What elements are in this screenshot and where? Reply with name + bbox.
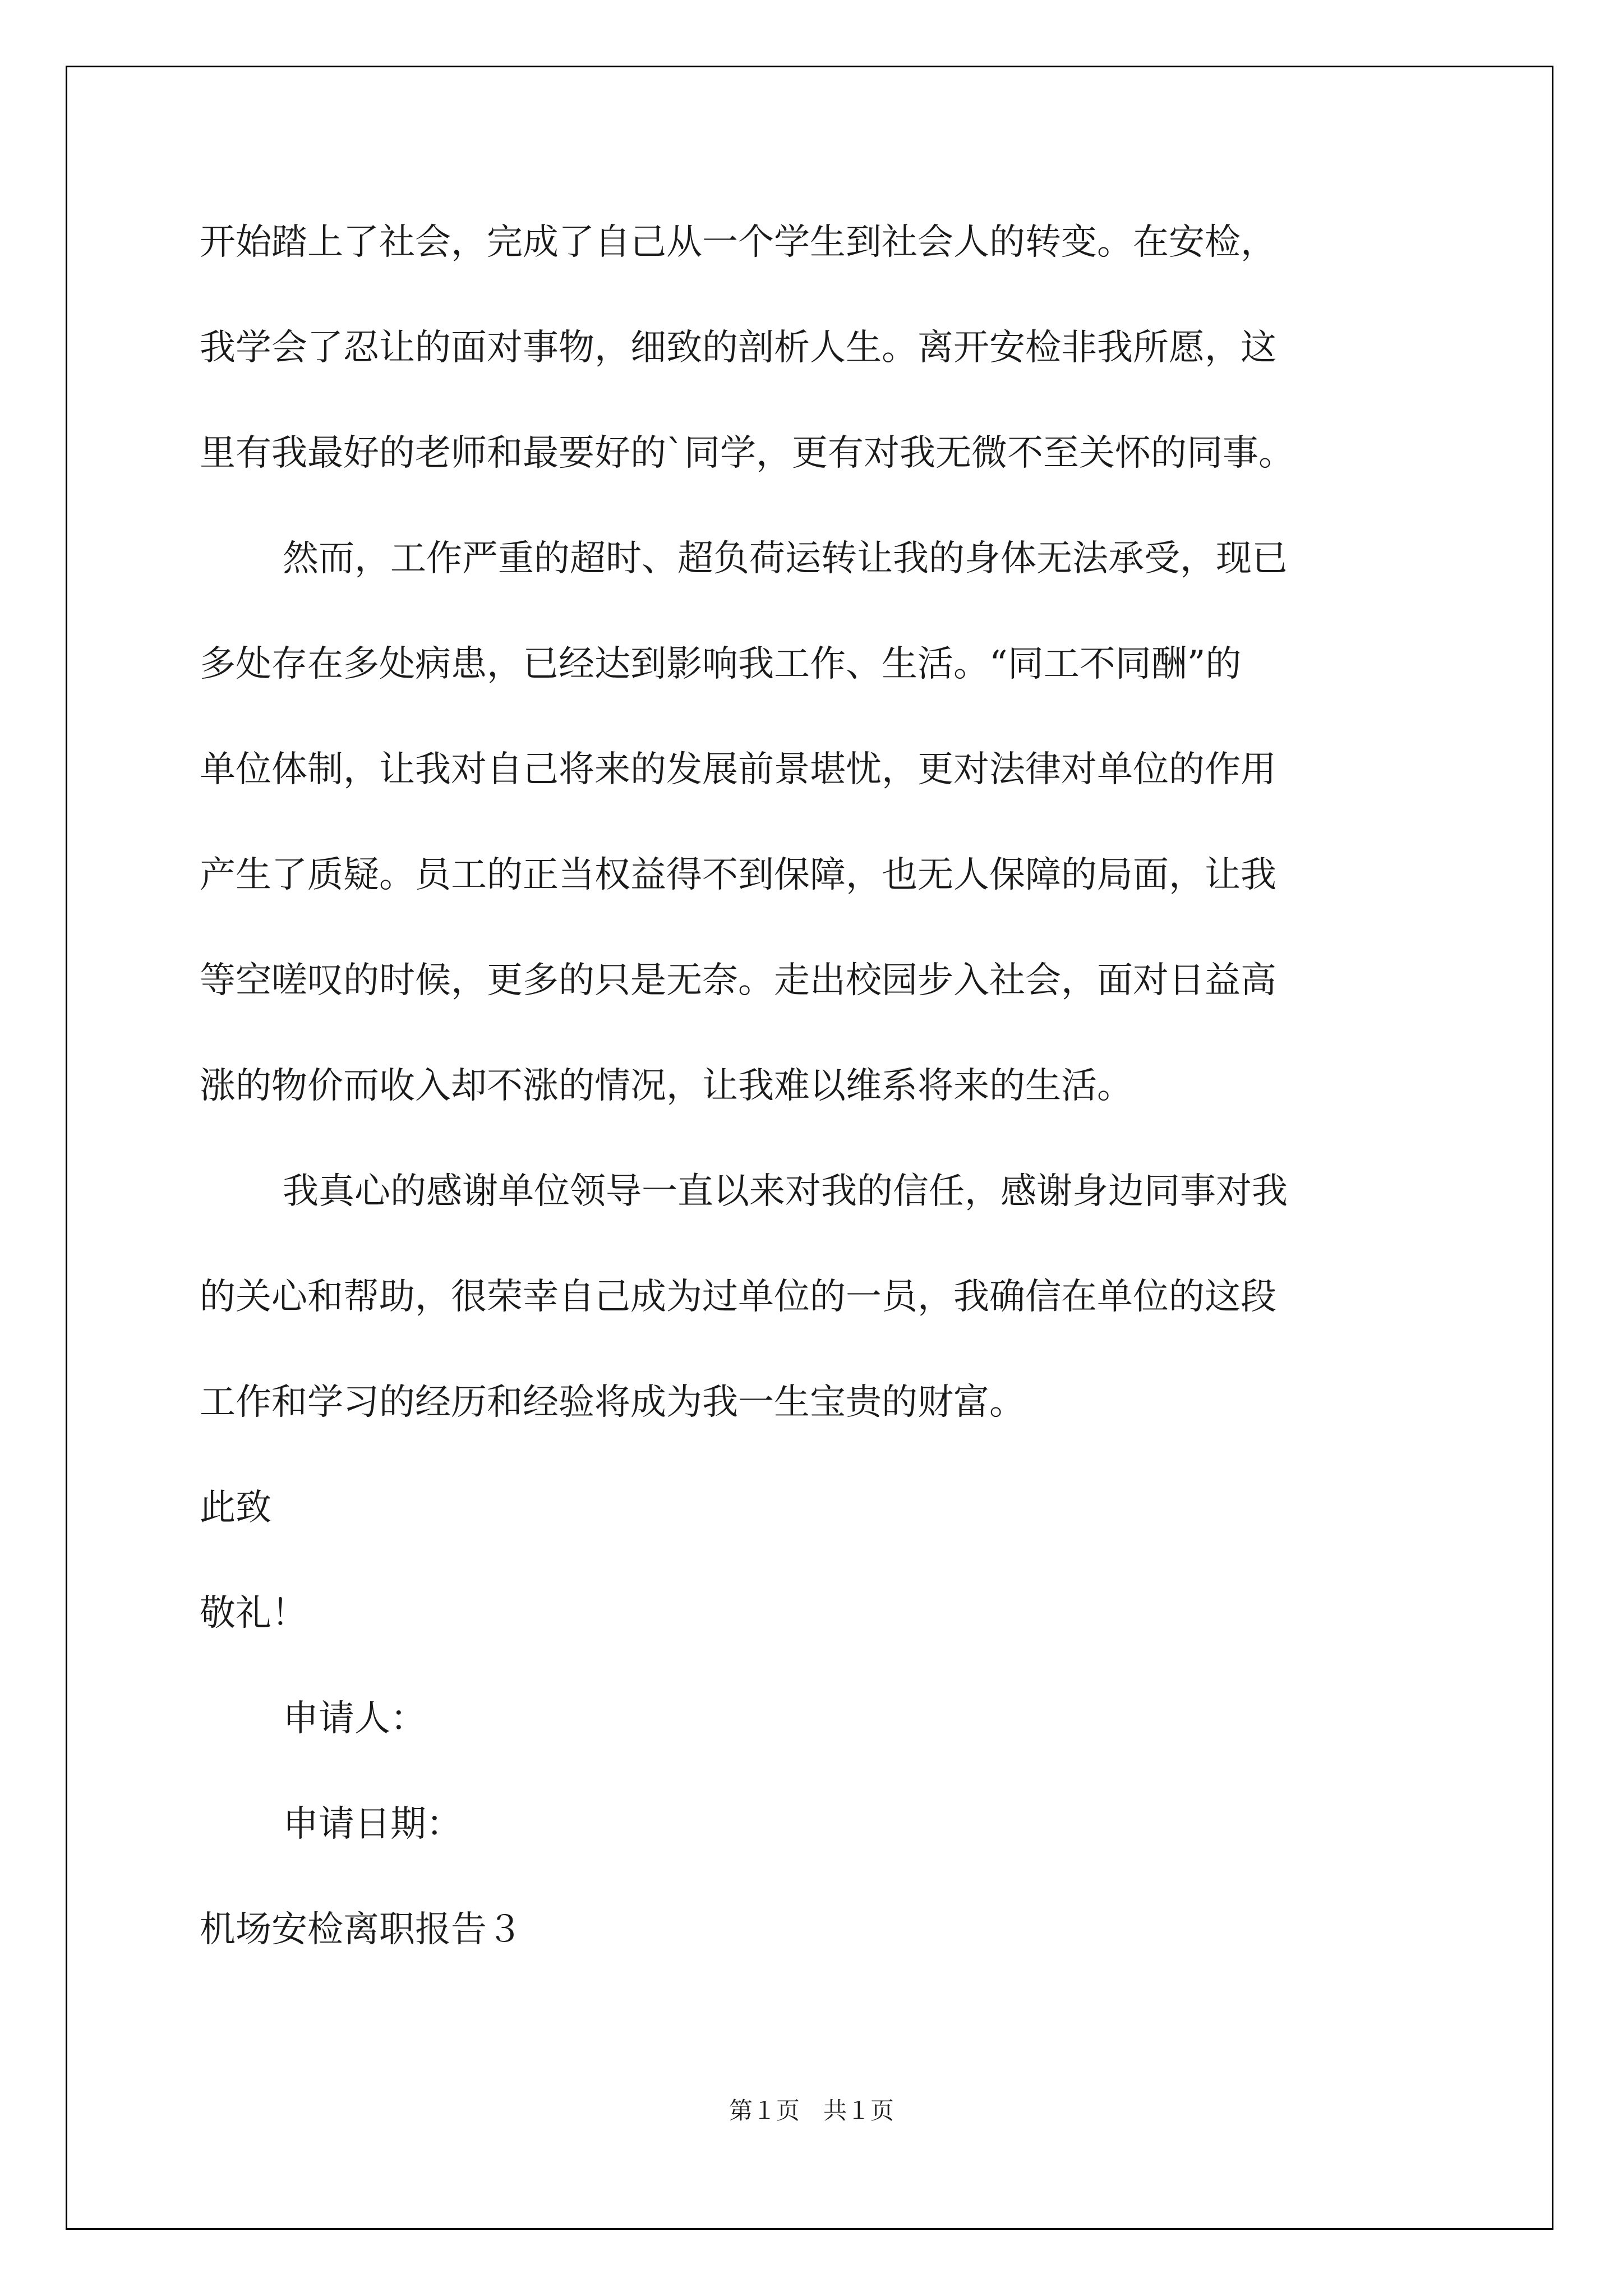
paragraph-line: 涨的物价而收入却不涨的情况，让我难以维系将来的生活。 <box>200 1065 1133 1107</box>
section-heading: 机场安检离职报告３ <box>200 1909 523 1950</box>
paragraph-line: 等空嗟叹的时候，更多的只是无奈。走出校园步入社会，面对日益高 <box>200 960 1276 1001</box>
page-number-footer: 第１页 共１页 <box>728 2097 894 2124</box>
application-date-label: 申请日期： <box>283 1803 462 1845</box>
paragraph-line: 我学会了忍让的面对事物，细致的剖析人生。离开安检非我所愿，这 <box>200 327 1276 369</box>
paragraph-line: 里有我最好的老师和最要好的`同学，更有对我无微不至关怀的同事。 <box>200 432 1294 474</box>
paragraph-line: 产生了质疑。员工的正当权益得不到保障，也无人保障的局面，让我 <box>200 854 1276 896</box>
paragraph-line: 我真心的感谢单位领导一直以来对我的信任，感谢身边同事对我 <box>283 1171 1288 1212</box>
paragraph-line: 工作和学习的经历和经验将成为我一生宝贵的财富。 <box>200 1382 1025 1423</box>
paragraph-line: 的关心和帮助，很荣幸自己成为过单位的一员，我确信在单位的这段 <box>200 1276 1276 1318</box>
paragraph-line: 多处存在多处病患，已经达到影响我工作、生活。“同工不同酬”的 <box>200 643 1242 685</box>
closing-salutation: 此致 <box>200 1487 271 1529</box>
applicant-label: 申请人： <box>283 1698 426 1740</box>
paragraph-line: 然而，工作严重的超时、超负荷运转让我的身体无法承受，现已 <box>283 538 1288 579</box>
closing-regards: 敬礼！ <box>200 1593 307 1634</box>
paragraph-line: 单位体制，让我对自己将来的发展前景堪忧，更对法律对单位的作用 <box>200 749 1276 790</box>
paragraph-line: 开始踏上了社会，完成了自己从一个学生到社会人的转变。在安检， <box>200 222 1276 263</box>
page-border <box>66 66 1553 2230</box>
